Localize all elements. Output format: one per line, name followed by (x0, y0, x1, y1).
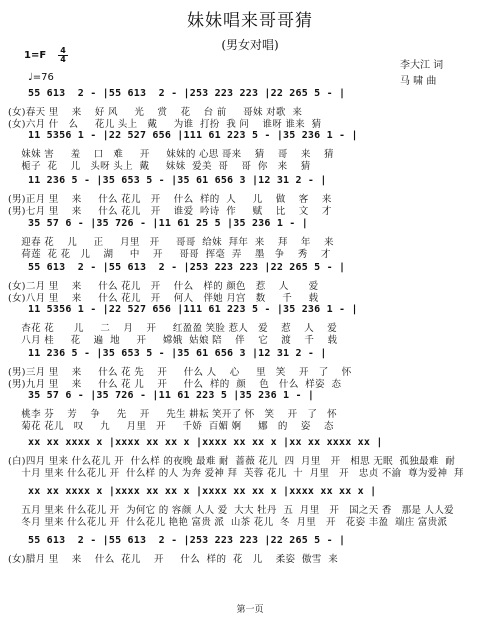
lyric-line: 栀子 花 儿 头呀 头上 戴 妹妹 爱美 哥 哥 你 来 猜 (8, 161, 311, 172)
lyric-line: 冬月 里来 什么花儿 开 什么花儿 艳艳 富贵 派 山茶 花儿 冬 月里 开 花姿 丰盈 端庄 富贵派 (8, 517, 448, 528)
notation-line: 11 236 5 - |35 653 5 - |35 61 656 3 |12 31 2 - | (28, 175, 327, 186)
lyric-line: (男)正月 里 来 什么 花儿 开 什么 样的 人 儿 做 客 来 (8, 194, 332, 205)
tempo-marking: ♩=76 (28, 72, 54, 83)
lyric-line: 菊花 花儿 叹 九 月里 开 千娇 百媚 婀 娜 的 姿 态 (8, 421, 334, 432)
lyric-line: (男)九月 里 来 什么 花 儿 开 什么 样的 颜 色 什么 样姿 态 (8, 379, 342, 390)
notation-line: xx xx xxxx x |xxxx xx xx x |xxxx xx xx x |xx xx xxxx xx | (28, 437, 383, 448)
time-signature (58, 47, 68, 64)
lyric-line: 迎春 花 儿 正 月里 开 哥哥 给妹 拜年 来 拜 年 来 (8, 237, 334, 248)
notation-line: 35 57 6 - |35 726 - |11 61 25 5 |35 236 1 - | (28, 218, 308, 229)
lyric-line: 杏花 花 儿 二 月 开 红盈盈 笑脸 惹人 爱 惹 人 爱 (8, 323, 338, 334)
lyric-line: 八月 桂 花 遍 地 开 嫦娥 姑娘 陪 伴 它 渡 千 载 (8, 335, 338, 346)
notation-line: 11 236 5 - |35 653 5 - |35 61 656 3 |12 31 2 - | (28, 348, 327, 359)
notation-line: xx xx xxxx x |xxxx xx xx x |xxxx xx xx x |xxxx xx xx x | (28, 486, 377, 497)
lyric-line: (女)八月 里 来 什么 花儿 开 何人 伴她 月宫 数 千 载 (8, 293, 319, 304)
notation-line: 55 613 2 - |55 613 2 - |253 223 223 |22 265 5 - | (28, 88, 346, 99)
song-title: 妹妹唱来哥哥猜 (187, 11, 313, 31)
lyric-line: (女)六月 什 么 花儿 头上 戴 为谁 打扮 我 问 谁呀 谁来 猜 (8, 119, 322, 130)
lyric-line: (女)腊月 里 来 什么 花儿 开 什么 样的 花 儿 柔姿 傲雪 来 (8, 554, 339, 565)
notation-line: 55 613 2 - |55 613 2 - |253 223 223 |22 265 5 - | (28, 535, 346, 546)
page-footer: 第一页 (236, 605, 264, 615)
notation-line: 11 5356 1 - |22 527 656 |111 61 223 5 - |35 236 1 - | (28, 130, 358, 141)
lyric-line: 十月 里来 什么花儿 开 什么样 的人 为奔 爱神 拜 芙蓉 花儿 十 月里 开 忠贞 不渝 尊为爱神 拜 (8, 468, 464, 479)
lyric-line: (男)三月 里 来 什么 花 先 开 什么 人 心 里 笑 开 了 怀 (8, 367, 352, 378)
notation-line: 11 5356 1 - |22 527 656 |111 61 223 5 - |35 236 1 - | (28, 304, 358, 315)
lyric-line: (女)春天 里 来 好 风 光 赏 花 台 前 哥妹 对歌 来 (8, 107, 303, 118)
lyric-line: (白)四月 里来 什么花儿 开 什么样 的夜晚 最难 耐 蔷薇 花儿 四 月里 开 相思 无眠 孤独最难 耐 (8, 456, 456, 467)
song-subtitle: (男女对唱) (221, 38, 279, 52)
lyric-line: 桃李 芬 芳 争 先 开 先生 耕耘 笑开了 怀 笑 开 了 怀 (8, 409, 337, 420)
time-signature-top: 4 (60, 46, 66, 55)
composer-credit: 马 啸 曲 (400, 76, 437, 87)
key-signature: 1=F (24, 50, 47, 61)
lyric-line: 五月 里来 什么花儿 开 为何它 的 容颜 人人 爱 大大 牡丹 五 月里 开 国之天 香 那是 人人爱 (8, 505, 454, 516)
time-signature-bottom: 4 (58, 55, 68, 64)
lyric-line: 荷莲 花 花 儿 湖 中 开 哥哥 挥毫 弄 墨 争 秀 才 (8, 249, 331, 260)
lyric-line: (男)七月 里 来 什么 花儿 开 谁爱 吟诗 作 赋 比 文 才 (8, 206, 332, 217)
notation-line: 55 613 2 - |55 613 2 - |253 223 223 |22 265 5 - | (28, 262, 346, 273)
lyric-line: (女)二月 里 来 什么 花儿 开 什么 样的 颜色 惹 人 爱 (8, 281, 319, 292)
notation-line: 35 57 6 - |35 726 - |11 61 223 5 |35 236 1 - | (28, 390, 315, 401)
lyric-line: 妹妹 害 羞 口 难 开 妹妹的 心思 哥来 猜 哥 来 猜 (8, 149, 334, 160)
lyricist-credit: 李大江 词 (400, 60, 444, 71)
